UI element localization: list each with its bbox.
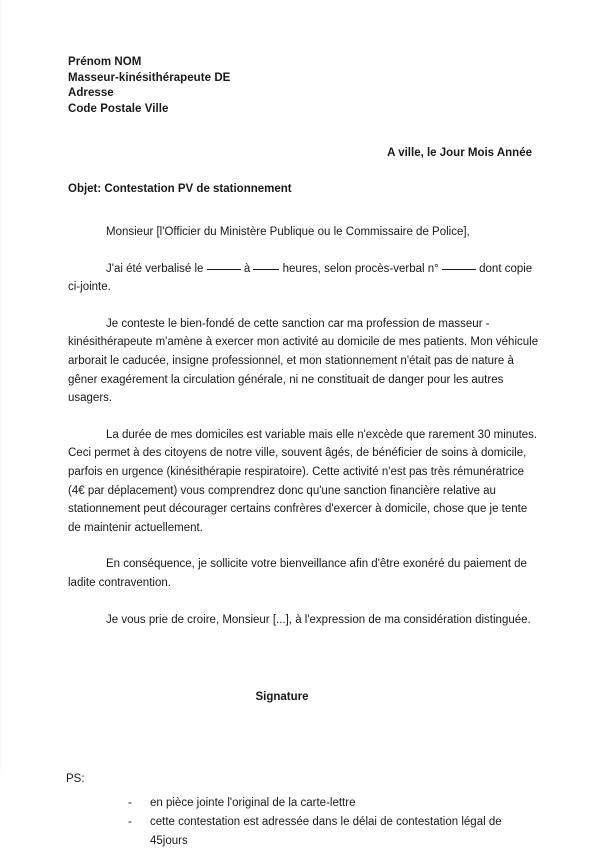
ps-item-text: cette contestation est adressée dans le délai de contestation légal de 45jours — [150, 816, 502, 848]
list-item — [128, 813, 540, 851]
sender-address-block — [68, 55, 540, 117]
page-left-edge — [0, 0, 1, 773]
hour-blank-field[interactable] — [253, 269, 279, 270]
paragraph-closing: Je vous prie de croire, Monsieur [...], à l'expression de ma considération distinguée. — [106, 613, 531, 626]
paragraph-duration: La durée de mes domiciles est variable mais elle n'excède que rarement 30 minutes. Ceci permet à des citoyens de notre ville, souvent âgés, de bénéficier de soins à domicile, parfois en urgence (kinésithérapie respiratoire). Cette activité n'est pas très rémunératrice (4€ par déplacement) vous comprendrez donc qu'une sanction financière relative au stationnement peut décourager certains confrères d'exercer à domicile, chose que je tente de maintenir actuellement. — [68, 428, 538, 534]
paragraph-verbalisation — [68, 260, 540, 297]
sender-street: Adresse — [68, 87, 114, 99]
ps-list — [128, 794, 540, 851]
ps-item-text: en pièce jointe l'original de la carte-lettre — [150, 797, 356, 810]
sender-city: Code Postale Ville — [68, 102, 169, 115]
list-item — [128, 794, 540, 813]
ps-label: PS: — [66, 773, 85, 786]
sender-profession: Masseur-kinésithérapeute DE — [68, 71, 231, 84]
paragraph-contestation: Je conteste le bien-fondé de cette sanction car ma profession de masseur - kinésithérapeute m'amène à exercer mon activité au domicile de mes patients. Mon véhicule arborait le caducée, insigne professionnel, et mon stationnement n'était pas de nature à gêner exagérement la circulation générale, ni ne constituait de danger pour les autres usagers. — [68, 317, 539, 405]
ps-block — [68, 773, 540, 851]
para1-part-b: à — [240, 262, 254, 275]
signature-label: Signature — [255, 691, 309, 704]
dash-bullet-icon: - — [128, 816, 132, 829]
sender-name: Prénom NOM — [68, 56, 142, 68]
date-line: A ville, le Jour Mois Année — [387, 147, 532, 159]
dash-bullet-icon: - — [128, 797, 132, 810]
letter-body — [68, 223, 540, 629]
pv-number-blank-field[interactable] — [442, 269, 476, 270]
paragraph-request: En conséquence, je sollicite votre bienveillance afin d'être exonéré du paiement de ladite contravention. — [68, 558, 527, 589]
subject-line: Objet: Contestation PV de stationnement — [68, 183, 292, 195]
para1-part-a: J'ai été verbalisé le — [106, 262, 207, 275]
date-blank-field[interactable] — [207, 269, 241, 270]
para1-part-c: heures, selon procès-verbal n° — [279, 262, 442, 275]
salutation: Monsieur [l'Officier du Ministère Publique ou le Commissaire de Police], — [106, 226, 470, 238]
letter-content — [68, 0, 540, 851]
para1-part-d: dont copie ci-jointe. — [68, 262, 533, 294]
